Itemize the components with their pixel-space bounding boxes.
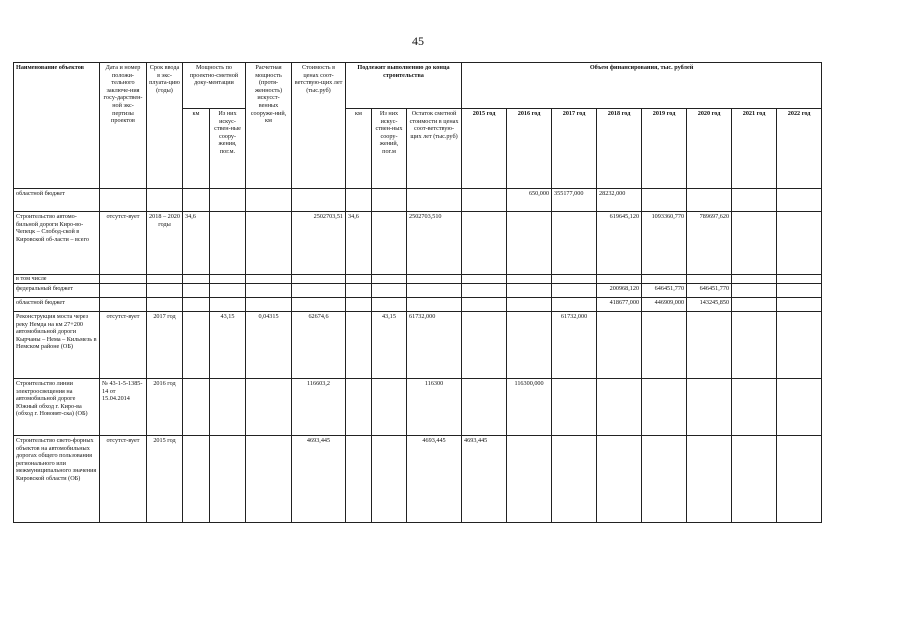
row-year-value (777, 275, 822, 284)
table-row (14, 189, 822, 212)
row-year-value (687, 379, 732, 436)
row-year-value (777, 312, 822, 379)
row-remain (407, 189, 462, 212)
row-year-value (462, 275, 507, 284)
row-year-value (462, 189, 507, 212)
row-calc (246, 275, 292, 284)
header-year: 2017 год (552, 109, 597, 189)
row-year-value (687, 312, 732, 379)
row-art2 (372, 298, 407, 312)
row-art (210, 284, 246, 298)
row-art (210, 275, 246, 284)
row-year-value (507, 275, 552, 284)
row-km2 (346, 379, 372, 436)
row-art (210, 379, 246, 436)
row-year-value (597, 312, 642, 379)
header-art-structures-2: Из них искус-ствен-ных соору-жений, пог.м (372, 109, 407, 189)
row-date: № 43-1-5-1385-14 от 15.04.2014 (100, 379, 147, 436)
row-remain (407, 284, 462, 298)
row-year-value (552, 298, 597, 312)
row-year-value (462, 379, 507, 436)
row-year-value: 619645,120 (597, 212, 642, 275)
row-calc (246, 189, 292, 212)
row-year-value (597, 436, 642, 523)
table-row (14, 436, 822, 523)
row-art2 (372, 212, 407, 275)
row-art (210, 436, 246, 523)
row-date: отсутст-вует (100, 212, 147, 275)
row-date (100, 275, 147, 284)
row-remain: 116300 (407, 379, 462, 436)
table-row (14, 284, 822, 298)
row-year-value (642, 379, 687, 436)
row-year-value (552, 275, 597, 284)
row-km2 (346, 189, 372, 212)
row-name: федеральный бюджет (14, 284, 100, 298)
row-year-value (552, 379, 597, 436)
row-art2 (372, 436, 407, 523)
row-year-value (777, 284, 822, 298)
row-year-value (687, 436, 732, 523)
row-year-value: 446909,000 (642, 298, 687, 312)
row-year-value (732, 379, 777, 436)
header-name: Наименование объектов (14, 63, 100, 189)
row-name: в том числе (14, 275, 100, 284)
row-calc (246, 436, 292, 523)
header-km-2: км (346, 109, 372, 189)
row-year-value (777, 212, 822, 275)
row-term: 2018 – 2020 годы (147, 212, 183, 275)
row-km (183, 312, 210, 379)
row-name: Строительство линии электроосвещения на автомобильной дороге Южный обход г. Киро-ва (обход г. Нововят-ска) (ОБ) (14, 379, 100, 436)
header-year: 2015 год (462, 109, 507, 189)
row-cost: 2502703,51 (292, 212, 346, 275)
row-year-value (732, 284, 777, 298)
row-remain: 2502703,510 (407, 212, 462, 275)
row-year-value (597, 275, 642, 284)
row-year-value (507, 284, 552, 298)
row-year-value: 1093360,770 (642, 212, 687, 275)
row-name: Строительство автомо-бильной дороги Киро-во-Чепецк – Слобод-ской в Кировской об-ласти – всего (14, 212, 100, 275)
row-name: Реконструкция моста через реку Немда на км 27+200 автомобильной дороги Кырчаны – Нема – Кильмезь в Немском районе (ОБ) (14, 312, 100, 379)
row-name: областной бюджет (14, 298, 100, 312)
row-remain (407, 298, 462, 312)
row-date (100, 189, 147, 212)
row-year-value (777, 379, 822, 436)
row-year-value (552, 436, 597, 523)
row-year-value (507, 312, 552, 379)
header-term: Срок ввода в экс-плуата-цию (годы) (147, 63, 183, 189)
header-km: км (183, 109, 210, 189)
header-year: 2019 год (642, 109, 687, 189)
row-calc (246, 212, 292, 275)
row-km (183, 379, 210, 436)
row-year-value (732, 436, 777, 523)
row-art2 (372, 275, 407, 284)
row-art2 (372, 379, 407, 436)
row-km2 (346, 284, 372, 298)
row-name: Строительство свето-форных объектов на автомобильных дорогах общего пользования регионального или межмуниципального значения Кировской области (ОБ) (14, 436, 100, 523)
row-year-value (642, 189, 687, 212)
row-year-value (462, 284, 507, 298)
row-art2 (372, 189, 407, 212)
row-remain (407, 275, 462, 284)
row-cost: 4693,445 (292, 436, 346, 523)
row-year-value (687, 275, 732, 284)
financing-table (13, 62, 822, 523)
row-year-value: 28232,000 (597, 189, 642, 212)
row-km2 (346, 298, 372, 312)
row-year-value (552, 212, 597, 275)
row-year-value (777, 298, 822, 312)
header-year: 2021 год (732, 109, 777, 189)
table-row (14, 298, 822, 312)
row-km2 (346, 312, 372, 379)
row-calc (246, 284, 292, 298)
row-term (147, 189, 183, 212)
header-to-complete: Подлежит выполнению до конца строительства (346, 63, 462, 109)
row-year-value (732, 312, 777, 379)
row-km (183, 275, 210, 284)
row-term: 2017 год (147, 312, 183, 379)
row-calc: 0,04315 (246, 312, 292, 379)
row-term (147, 298, 183, 312)
row-date (100, 284, 147, 298)
table-row (14, 275, 822, 284)
row-km2 (346, 436, 372, 523)
table-row (14, 379, 822, 436)
row-km (183, 284, 210, 298)
row-year-value (552, 284, 597, 298)
row-cost (292, 189, 346, 212)
row-year-value (777, 189, 822, 212)
row-date (100, 298, 147, 312)
row-year-value (732, 212, 777, 275)
row-km: 34,6 (183, 212, 210, 275)
row-date: отсутст-вует (100, 312, 147, 379)
row-year-value (462, 312, 507, 379)
row-art (210, 298, 246, 312)
row-art (210, 189, 246, 212)
row-date: отсутст-вует (100, 436, 147, 523)
row-term (147, 275, 183, 284)
row-year-value (732, 189, 777, 212)
row-year-value (597, 379, 642, 436)
header-year: 2022 год (777, 109, 822, 189)
header-year: 2016 год (507, 109, 552, 189)
table-row (14, 312, 822, 379)
row-cost: 62674,6 (292, 312, 346, 379)
row-year-value: 646451,770 (687, 284, 732, 298)
row-year-value (462, 212, 507, 275)
header-capacity: Мощность по проектно-сметной доку-ментации (183, 63, 246, 109)
row-art2: 43,15 (372, 312, 407, 379)
row-km (183, 298, 210, 312)
row-name: областной бюджет (14, 189, 100, 212)
row-km (183, 189, 210, 212)
row-year-value: 143245,850 (687, 298, 732, 312)
row-term: 2016 год (147, 379, 183, 436)
header-cost: Стоимость в ценах соот-ветствую-щих лет (тыс.руб) (292, 63, 346, 189)
row-year-value (642, 312, 687, 379)
row-year-value (462, 298, 507, 312)
row-remain: 61732,000 (407, 312, 462, 379)
row-year-value: 4693,445 (462, 436, 507, 523)
row-year-value (642, 275, 687, 284)
header-financing: Объем финансирования, тыс. рублей (462, 63, 822, 109)
row-year-value: 355177,000 (552, 189, 597, 212)
row-year-value: 200968,120 (597, 284, 642, 298)
header-calc-capacity: Расчетная мощность (протя-женность) искусст-венных сооруже-ний, км (246, 63, 292, 189)
row-year-value: 789697,620 (687, 212, 732, 275)
row-art (210, 212, 246, 275)
row-cost (292, 284, 346, 298)
row-year-value (507, 212, 552, 275)
header-remaining-cost: Остаток сметной стоимости в ценах соот-ветствую-щих лет (тыс.руб) (407, 109, 462, 189)
row-cost (292, 298, 346, 312)
row-year-value (507, 298, 552, 312)
row-year-value (507, 436, 552, 523)
row-art: 43,15 (210, 312, 246, 379)
row-term (147, 284, 183, 298)
header-year: 2020 год (687, 109, 732, 189)
header-date-number: Дата и номер положи-тельного заключе-ния госу-дарствен-ной экс-пертизы проектов (100, 63, 147, 189)
row-art2 (372, 284, 407, 298)
row-km2 (346, 275, 372, 284)
row-remain: 4693,445 (407, 436, 462, 523)
row-cost: 116603,2 (292, 379, 346, 436)
row-cost (292, 275, 346, 284)
row-year-value (642, 436, 687, 523)
header-art-structures: Из них искус-ствен-ные соору-жения, пог.м. (210, 109, 246, 189)
row-year-value (687, 189, 732, 212)
header-year: 2018 год (597, 109, 642, 189)
page-number: 45 (412, 34, 424, 48)
row-calc (246, 379, 292, 436)
row-km2: 34,6 (346, 212, 372, 275)
row-year-value: 650,000 (507, 189, 552, 212)
row-year-value: 418677,000 (597, 298, 642, 312)
row-year-value (732, 298, 777, 312)
row-year-value: 61732,000 (552, 312, 597, 379)
row-km (183, 436, 210, 523)
row-calc (246, 298, 292, 312)
row-term: 2015 год (147, 436, 183, 523)
table-row (14, 212, 822, 275)
row-year-value (777, 436, 822, 523)
row-year-value: 646451,770 (642, 284, 687, 298)
row-year-value: 116300,000 (507, 379, 552, 436)
row-year-value (732, 275, 777, 284)
